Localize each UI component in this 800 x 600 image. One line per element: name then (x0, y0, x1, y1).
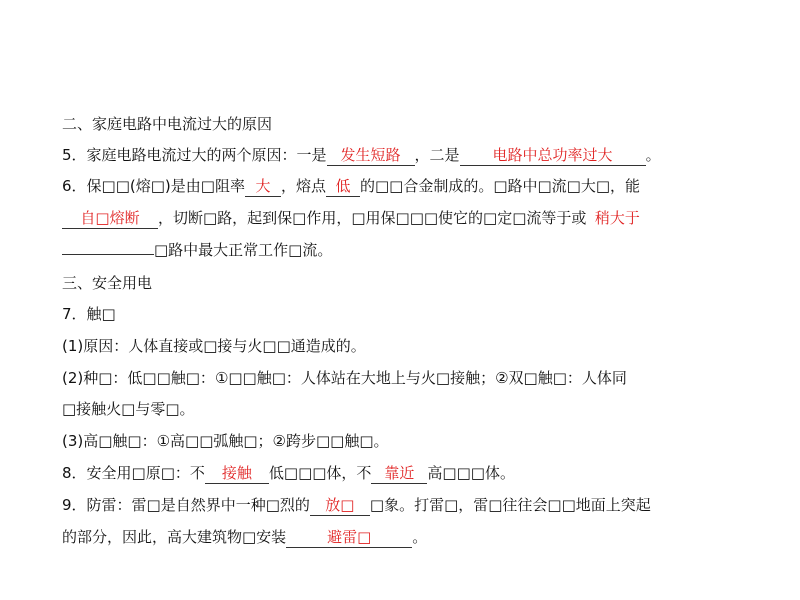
question-6-line-1 (62, 175, 640, 197)
question-9-line-1 (62, 494, 651, 516)
section-heading-safety: 三、安全用电 (62, 274, 153, 292)
q8-suffix: 高□□□体。 (427, 464, 515, 482)
question-6-line-2 (62, 207, 648, 229)
q8-answer-1: 接触 (205, 463, 269, 484)
question-8 (62, 462, 515, 484)
question-6-line-3 (62, 239, 332, 261)
q5-answer-1: 发生短路 (327, 145, 415, 166)
q9-prefix: 9．防雷：雷□是自然界中一种□烈的 (62, 496, 310, 514)
section-heading-causes: 二、家庭电路中电流过大的原因 (62, 115, 273, 133)
q7-cause: (1)原因：人体直接或□接与火□□通造成的。 (62, 337, 366, 355)
q6-prefix: 6．保□□(熔□)是由□阻率 (62, 177, 245, 195)
q7-high-voltage: (3)高□触□：①高□□弧触□；②跨步□□触□。 (62, 432, 389, 450)
q9-mid: □象。打雷□，雷□往往会□□地面上突起 (369, 496, 651, 514)
q7-types-line-1: (2)种□：低□□触□：①□□触□：人体站在大地上与火□接触；②双□触□：人体同 (62, 369, 627, 387)
q6-text-2: ，熔点 (280, 177, 326, 195)
q6-answer-4: 稍大于 (594, 209, 640, 227)
q8-answer-2: 靠近 (371, 463, 427, 484)
q6-answer-1: 大 (245, 176, 281, 197)
q5-answer-2: 电路中总功率过大 (460, 145, 646, 166)
q7-title: 7．触□ (62, 305, 116, 323)
q9-answer-1: 放□ (310, 495, 370, 516)
q9-suffix: 。 (412, 528, 428, 546)
q9-line2-prefix: 的部分，因此，高大建筑物□安装 (62, 528, 287, 546)
q5-suffix: 。 (645, 146, 661, 164)
q7-types-line-2: □接触火□与零□。 (62, 400, 195, 418)
q6-answer-2: 低 (326, 176, 360, 197)
q5-prefix: 5．家庭电路电流过大的两个原因：一是 (62, 146, 327, 164)
question-5 (62, 144, 661, 166)
q6-answer-4-blank (62, 254, 154, 255)
q9-answer-2: 避雷□ (286, 527, 412, 548)
q8-prefix: 8．安全用□原□：不 (62, 464, 205, 482)
q6-text-4: ，切断□路，起到保□作用，□用保□□□使它的□定□流等于或 (158, 209, 587, 227)
question-9-line-2 (62, 526, 427, 548)
q6-text-3: 的□□合金制成的。□路中□流□大□，能 (359, 177, 641, 195)
q8-mid: 低□□□体，不 (268, 464, 372, 482)
q5-mid: ，二是 (414, 146, 460, 164)
q6-answer-3: 自□熔断 (62, 208, 158, 229)
q6-text-5: □路中最大正常工作□流。 (154, 241, 333, 259)
